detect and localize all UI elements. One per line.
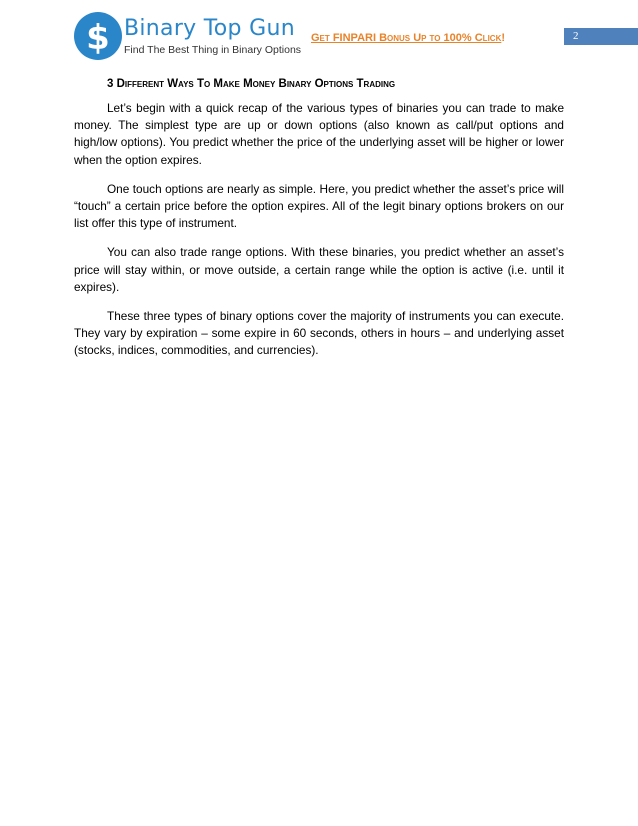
- dollar-coin-icon: [74, 12, 122, 60]
- promo-exclamation: !: [501, 32, 506, 44]
- logo-tagline: Find The Best Thing in Binary Options: [124, 44, 302, 56]
- paragraph-range-options: You can also trade range options. With these binaries, you predict whether an asset’s price will stay within, or move outside, a certain range while the option is active (i.e. until it expires).: [74, 245, 564, 294]
- page-header: [0, 0, 638, 72]
- paragraph-one-touch: One touch options are nearly as simple. Here, you predict whether the asset’s price will “touch” a certain price before the option expires. All of the legit binary options brokers on our list offer this type of instrument.: [74, 181, 564, 231]
- finpari-bonus-link[interactable]: Get FINPARI Bonus Up to 100% Click: [311, 32, 502, 44]
- paragraph-binary-types: Let’s begin with a quick recap of the various types of binaries you can trade to make money. The simplest type are up or down options (also known as call/put options and high/low options). You predict whether the price of the underlying asset will be higher or lower when the option expires.: [74, 101, 564, 167]
- article-body: [74, 76, 564, 372]
- article-heading: 3 Different Ways To Make Money Binary Options Trading: [107, 78, 396, 90]
- binary-top-gun-logo[interactable]: [74, 12, 302, 64]
- logo-dollar-symbol: $: [86, 18, 110, 58]
- paragraph-summary: These three types of binary options cover the majority of instruments you can execute. They vary by expiration – some expire in 60 seconds, others in hours – and underlying asset (stocks, indices, commodities, and currencies).: [74, 309, 564, 358]
- page-number-badge: 2: [564, 28, 638, 45]
- promo-banner: [311, 31, 505, 45]
- logo-title: Binary Top Gun: [124, 16, 295, 41]
